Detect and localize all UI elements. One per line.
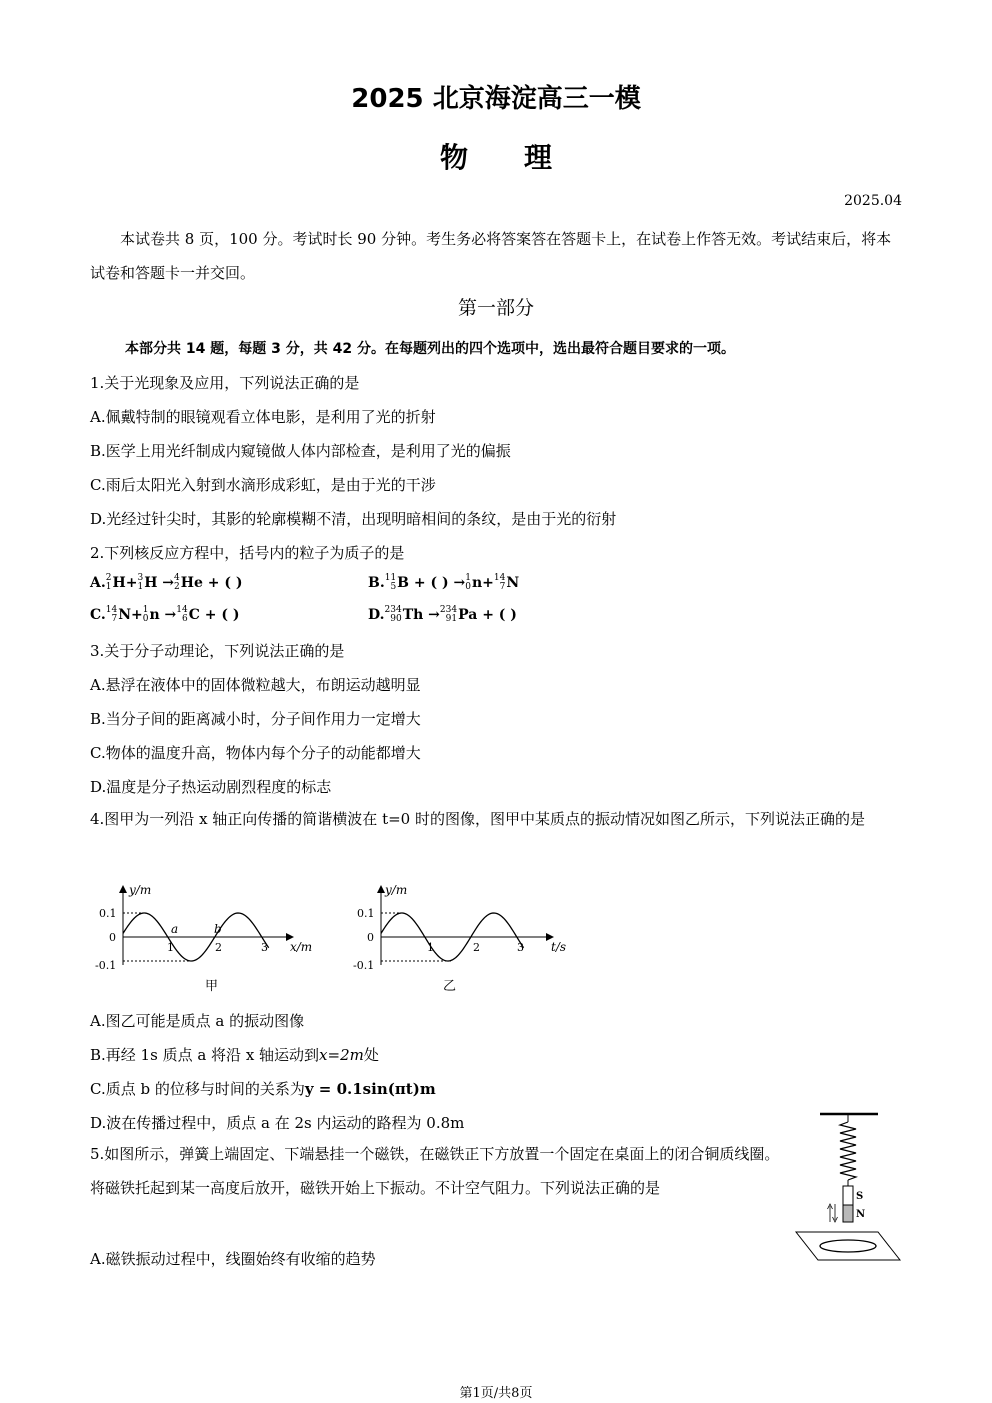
q2-d-paren: ( ): [498, 607, 517, 623]
q4-b-text: B.再经 1s 质点 a 将沿 x 轴运动到: [90, 1046, 320, 1064]
jia-x-label: x/m: [290, 940, 313, 954]
subject-title: 物 理: [439, 141, 552, 174]
yi-x-label: t/s: [551, 940, 567, 954]
jia-caption: 甲: [205, 979, 219, 994]
q4-option-a: A.图乙可能是质点 a 的振动图像: [90, 1012, 305, 1030]
q3-option-a: A.悬浮在液体中的固体微粒越大，布朗运动越明显: [90, 676, 421, 694]
q3-option-d: D.温度是分子热运动剧烈程度的标志: [90, 778, 332, 796]
yi-x-tick-2: 2: [473, 941, 480, 954]
q3-stem: 3.关于分子动理论，下列说法正确的是: [90, 642, 345, 660]
q2-option-b: B. 11 5 B + ( ) → 1 0 n+ 14 7 N: [368, 573, 520, 592]
q1-option-d: D.光经过针尖时，其影的轮廓模糊不清，出现明暗相间的条纹，是由于光的衍射: [90, 510, 617, 528]
q4-option-b: [90, 1044, 379, 1065]
q4-stem: 4.图甲为一列沿 x 轴正向传播的简谐横波在 t=0 时的图像，图甲中某质点的振动情况如图乙所示，下列说法正确的是: [90, 810, 865, 828]
yi-x-tick-3: 3: [517, 941, 524, 954]
yi-y-tick-bottom: -0.1: [353, 959, 375, 972]
yi-y-tick-zero: 0: [367, 931, 374, 944]
desktop-plane: [796, 1232, 900, 1260]
q2-c-label: C.: [90, 607, 106, 623]
page-footer: 第1页/共8页: [459, 1386, 533, 1401]
jia-point-b-label: b: [214, 922, 222, 936]
yi-y-label: y/m: [385, 883, 408, 897]
q2-a-paren: ( ): [224, 575, 243, 591]
q4-b-math: x=2m: [319, 1046, 364, 1064]
spring-magnet-figure: [792, 1108, 904, 1268]
yi-y-tick-top: 0.1: [357, 907, 375, 920]
q4-option-c: [90, 1078, 436, 1099]
q1-option-b: B.医学上用光纤制成内窥镜做人体内部检查，是利用了光的偏振: [90, 442, 511, 460]
section-title: 第一部分: [457, 297, 534, 319]
jia-y-label: y/m: [129, 883, 152, 897]
jia-point-a-label: a: [171, 922, 179, 936]
q2-c-paren: ( ): [221, 607, 240, 623]
q3-option-b: B.当分子间的距离减小时，分子间作用力一定增大: [90, 710, 421, 728]
q4-option-d: D.波在传播过程中，质点 a 在 2s 内运动的路程为 0.8m: [90, 1114, 465, 1132]
exam-title: 2025 北京海淀高三一模: [351, 84, 641, 114]
jia-y-tick-zero: 0: [109, 931, 116, 944]
jia-y-tick-bottom: -0.1: [95, 959, 117, 972]
q2-option-a: A. 2 1 H+ 3 1 H → 4 2 He + ( ): [90, 573, 243, 592]
q4-c-text: C.质点 b 的位移与时间的关系为: [90, 1080, 305, 1098]
pole-n-label: N: [856, 1209, 866, 1220]
spring-coil: [840, 1122, 856, 1180]
q2-option-c: C. 14 7 N+ 1 0 n → 14 6 C + ( ): [90, 605, 240, 624]
q2-b-paren: ( ): [430, 575, 449, 591]
q5-stem: 5.如图所示，弹簧上端固定、下端悬挂一个磁铁，在磁铁正下方放置一个固定在桌面上的闭合铜质线圈。将磁铁托起到某一高度后放开，磁铁开始上下振动。不计空气阻力。下列说法正确的是: [90, 1145, 780, 1197]
q2-a-label: A.: [90, 575, 106, 591]
magnet-n-pole: [843, 1205, 853, 1222]
q1-stem: 1.关于光现象及应用，下列说法正确的是: [90, 374, 360, 392]
exam-date: 2025.04: [844, 193, 902, 209]
q5-option-a: A.磁铁振动过程中，线圈始终有收缩的趋势: [90, 1250, 376, 1268]
q2-d-label: D.: [368, 607, 385, 623]
jia-x-tick-1: 1: [167, 941, 174, 954]
intro-text: 本试卷共 8 页，100 分。考试时长 90 分钟。考生务必将答案答在答题卡上，在试卷上作答无效。考试结束后，将本试卷和答题卡一并交回。: [90, 230, 892, 282]
q1-option-c: C.雨后太阳光入射到水滴形成彩虹，是由于光的干涉: [90, 476, 436, 494]
q2-b-label: B.: [368, 575, 385, 591]
figure-jia-wave: [95, 880, 325, 995]
jia-x-tick-3: 3: [261, 941, 268, 954]
q2-stem: 2.下列核反应方程中，括号内的粒子为质子的是: [90, 544, 405, 562]
pole-s-label: S: [856, 1191, 864, 1202]
jia-x-tick-2: 2: [215, 941, 222, 954]
section-instruction: 本部分共 14 题，每题 3 分，共 42 分。在每题列出的四个选项中，选出最符合题目要求的一项。: [125, 341, 735, 357]
q4-c-math: y = 0.1sin(πt)m: [304, 1080, 436, 1098]
yi-x-tick-1: 1: [427, 941, 434, 954]
jia-y-tick-top: 0.1: [99, 907, 117, 920]
q4-b-suffix: 处: [363, 1046, 379, 1064]
figure-yi-vibration: [345, 880, 575, 995]
q3-option-c: C.物体的温度升高，物体内每个分子的动能都增大: [90, 744, 421, 762]
magnet-s-pole: [843, 1186, 853, 1205]
q1-option-a: A.佩戴特制的眼镜观看立体电影，是利用了光的折射: [90, 408, 436, 426]
yi-caption: 乙: [443, 979, 457, 994]
q2-option-d: D. 234 90 Th → 234 91 Pa + ( ): [368, 605, 517, 624]
